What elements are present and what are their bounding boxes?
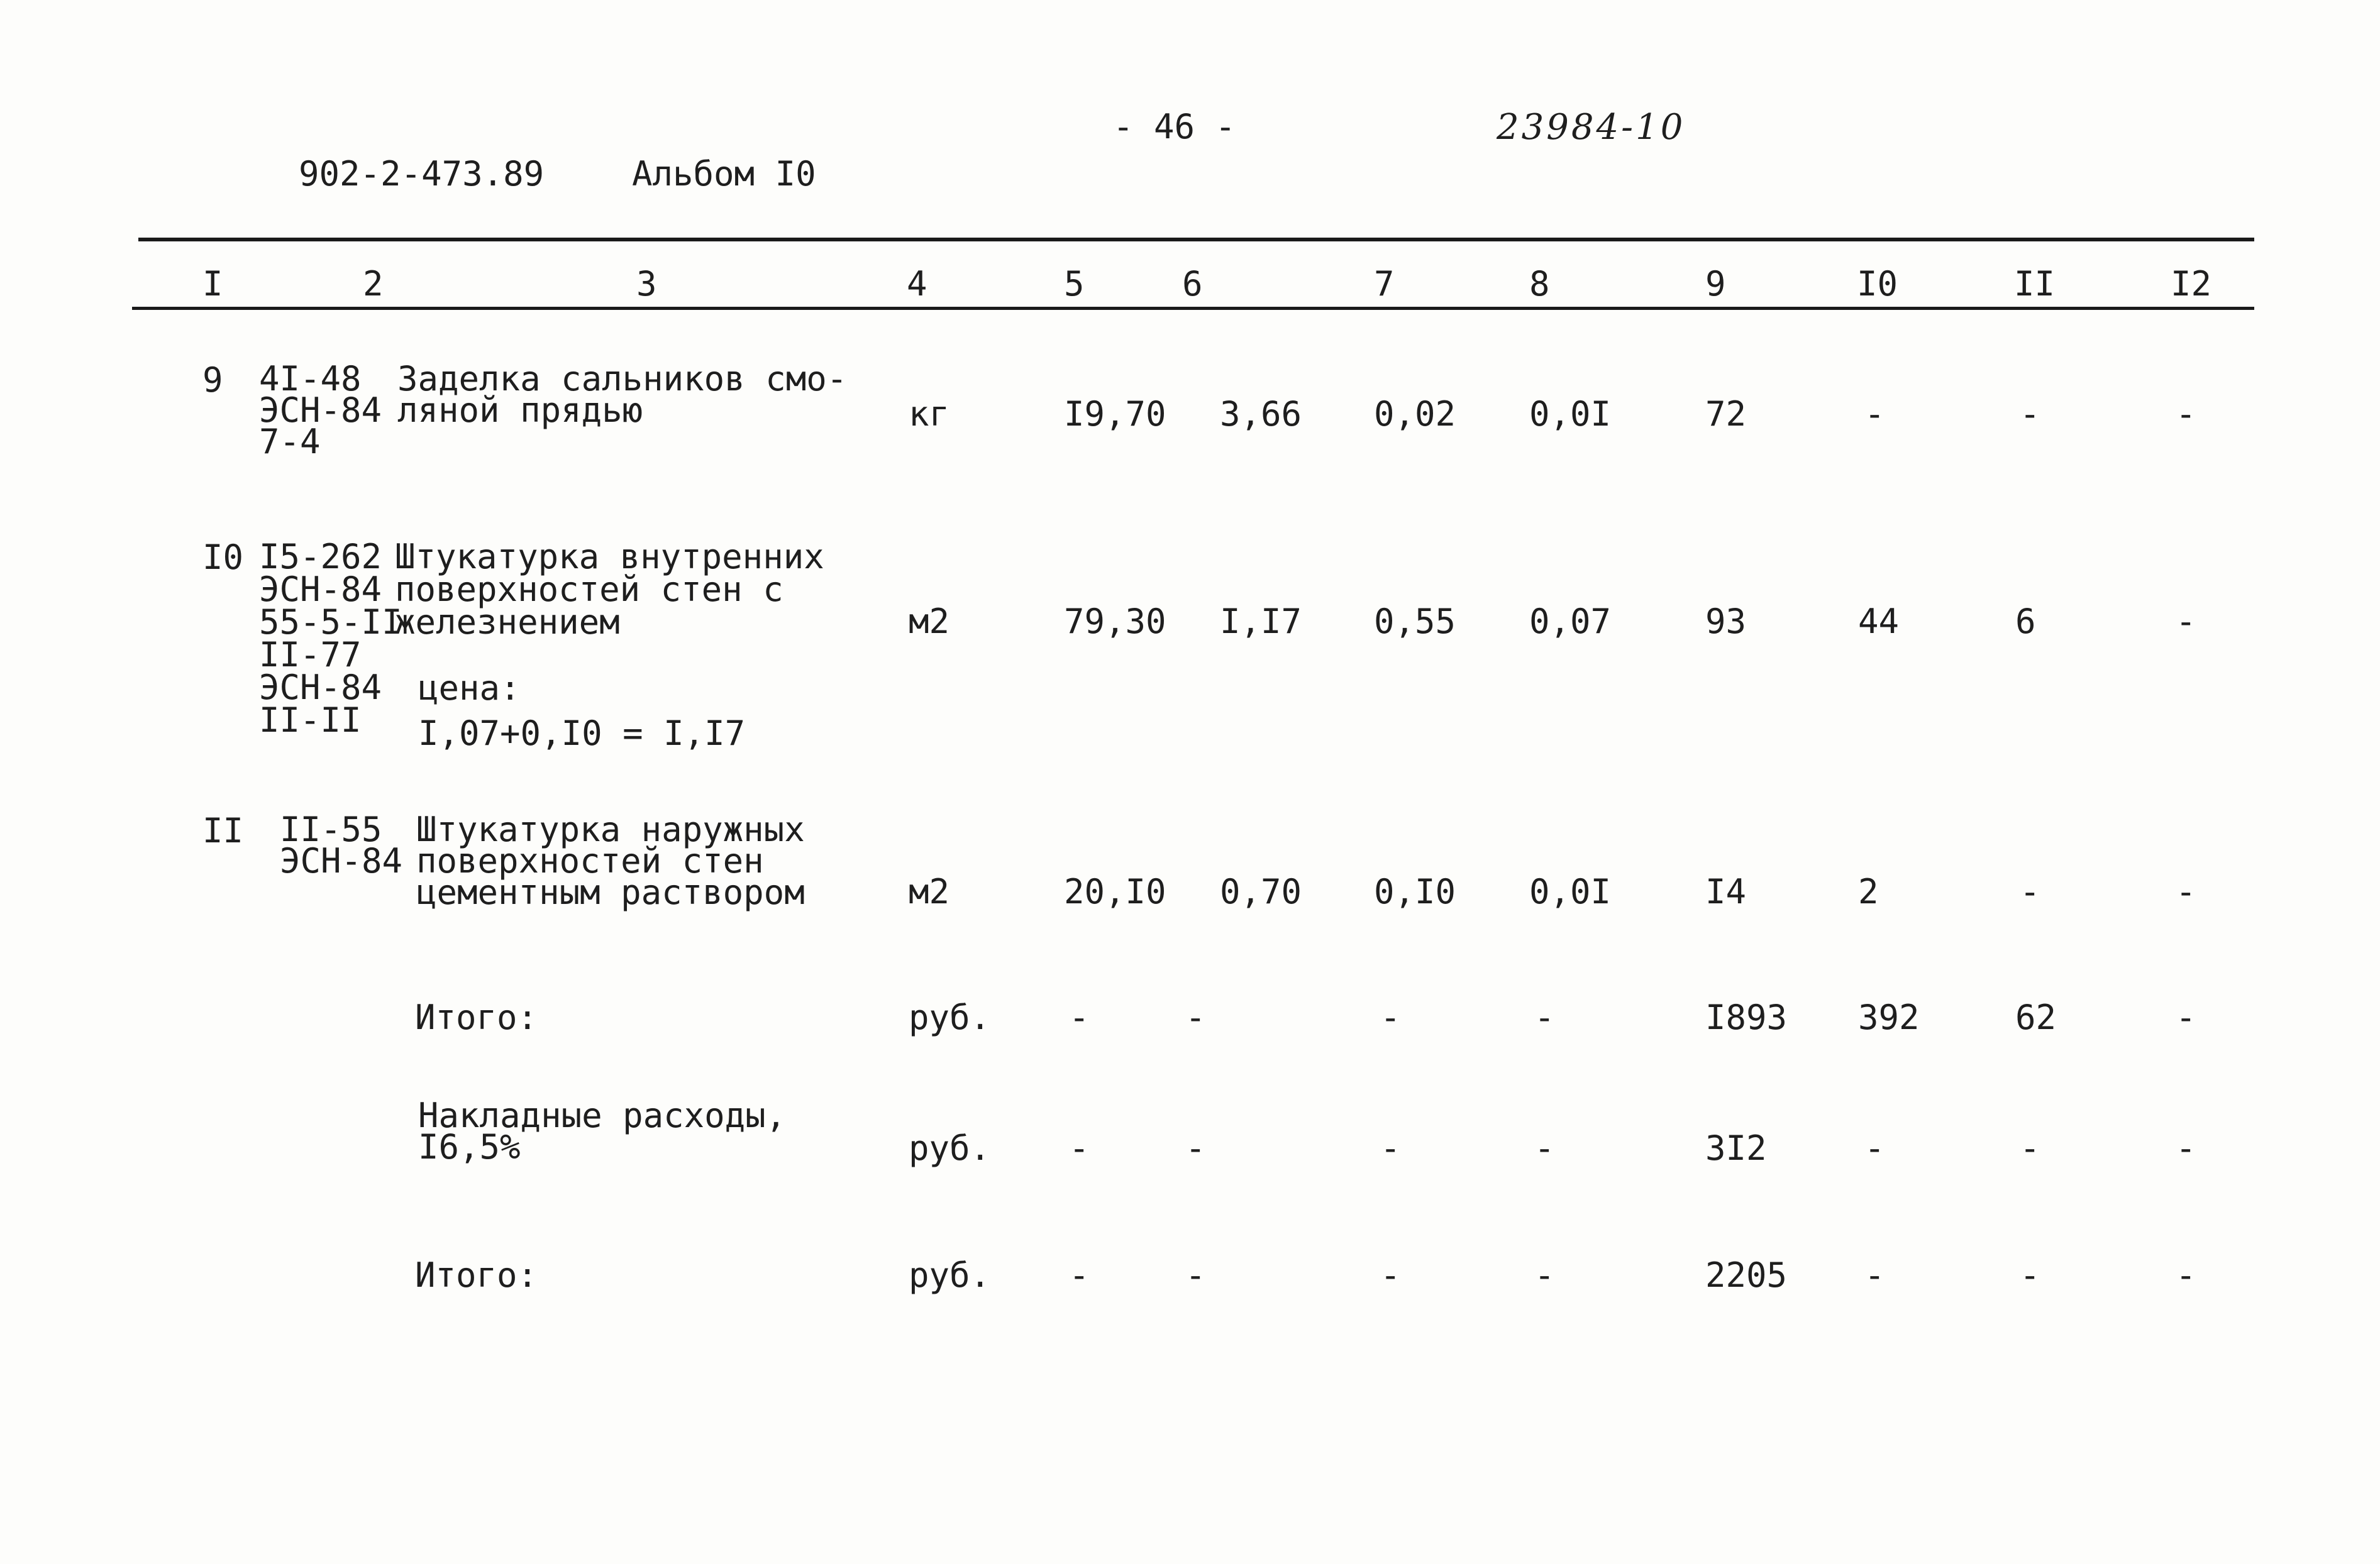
overhead-label: Накладные расходы, I6,5% xyxy=(418,1096,787,1167)
cell-col5: - xyxy=(1069,1128,1090,1168)
document-code: 902-2-473.89 xyxy=(299,154,545,194)
cell-col6: - xyxy=(1185,1255,1206,1295)
row-number: 9 xyxy=(202,360,223,400)
col-header-12: I2 xyxy=(2171,264,2212,304)
cell-col8: - xyxy=(1534,998,1555,1037)
cell-col11: - xyxy=(2020,1255,2040,1295)
price-formula: I,07+0,I0 = I,I7 xyxy=(418,713,746,753)
total-label: Итого: xyxy=(415,1255,538,1295)
unit: м2 xyxy=(909,872,950,911)
cell-col9: I893 xyxy=(1705,998,1788,1037)
cell-col10: 2 xyxy=(1858,872,1879,911)
cell-col9: I4 xyxy=(1705,872,1747,911)
unit: руб. xyxy=(909,998,991,1037)
total-label: Итого: xyxy=(415,998,538,1037)
cell-col11: 62 xyxy=(2015,998,2057,1037)
cell-col12: - xyxy=(2176,998,2196,1037)
cell-col8: 0,07 xyxy=(1529,602,1612,641)
cell-col7: 0,02 xyxy=(1374,394,1456,434)
cell-col12: - xyxy=(2176,394,2196,434)
cell-col8: 0,0I xyxy=(1529,394,1612,434)
row-number: I0 xyxy=(202,537,244,577)
rate-code: I5-262 ЭСН-84 55-5-II II-77 ЭСН-84 II-II xyxy=(259,537,402,740)
unit: руб. xyxy=(909,1255,991,1295)
col-header-11: II xyxy=(2014,264,2056,304)
cell-col10: - xyxy=(1864,394,1885,434)
cell-col11: 6 xyxy=(2015,602,2036,641)
cell-col7: 0,I0 xyxy=(1374,872,1456,911)
cell-col12: - xyxy=(2176,1255,2196,1295)
cell-col12: - xyxy=(2176,602,2196,641)
cell-col5: - xyxy=(1069,998,1090,1037)
handwritten-archive-number: 23984-10 xyxy=(1497,107,1686,148)
col-header-1: I xyxy=(202,264,223,304)
cell-col6: I,I7 xyxy=(1220,602,1302,641)
rate-code: 4I-48 ЭСН-84 7-4 xyxy=(259,359,382,461)
cell-col10: - xyxy=(1864,1255,1885,1295)
cell-col5: 20,I0 xyxy=(1064,872,1166,911)
cell-col6: - xyxy=(1185,998,1206,1037)
cell-col10: 392 xyxy=(1858,998,1920,1037)
cell-col5: - xyxy=(1069,1255,1090,1295)
col-header-5: 5 xyxy=(1064,264,1085,304)
col-header-6: 6 xyxy=(1182,264,1203,304)
cell-col6: 3,66 xyxy=(1220,394,1302,434)
cell-col12: - xyxy=(2176,1128,2196,1168)
cell-col7: - xyxy=(1380,1128,1401,1168)
work-name: Штукатурка внутренних поверхностей стен с железнением xyxy=(395,537,824,642)
unit: кг xyxy=(909,394,950,434)
cell-col8: 0,0I xyxy=(1529,872,1612,911)
col-header-2: 2 xyxy=(363,264,384,304)
cell-col8: - xyxy=(1534,1128,1555,1168)
cell-col12: - xyxy=(2176,872,2196,911)
page-number: - 46 - xyxy=(1113,107,1236,146)
work-name: Заделка сальников смо- ляной прядью xyxy=(397,359,848,430)
cell-col7: - xyxy=(1380,998,1401,1037)
cell-col7: 0,55 xyxy=(1374,602,1456,641)
row-number: II xyxy=(202,811,244,851)
cell-col10: 44 xyxy=(1858,602,1900,641)
cell-col11: - xyxy=(2020,394,2040,434)
cell-col6: 0,70 xyxy=(1220,872,1302,911)
cell-col9: 72 xyxy=(1705,394,1747,434)
col-header-10: I0 xyxy=(1857,264,1898,304)
cell-col11: - xyxy=(2020,872,2040,911)
cell-col8: - xyxy=(1534,1255,1555,1295)
work-name: Штукатурка наружных поверхностей стен цементным раствором xyxy=(416,810,805,912)
col-header-9: 9 xyxy=(1705,264,1726,304)
cell-col10: - xyxy=(1864,1128,1885,1168)
table-header-rule xyxy=(132,307,2254,310)
cell-col9: 3I2 xyxy=(1705,1128,1767,1168)
col-header-7: 7 xyxy=(1374,264,1395,304)
album-label: Альбом I0 xyxy=(632,154,816,194)
rate-code: II-55 ЭСН-84 xyxy=(280,810,403,881)
col-header-3: 3 xyxy=(636,264,657,304)
cell-col5: I9,70 xyxy=(1064,394,1166,434)
col-header-8: 8 xyxy=(1529,264,1550,304)
cell-col11: - xyxy=(2020,1128,2040,1168)
unit: руб. xyxy=(909,1128,991,1168)
price-label: цена: xyxy=(418,668,521,708)
cell-col9: 93 xyxy=(1705,602,1747,641)
col-header-4: 4 xyxy=(907,264,927,304)
table-top-rule xyxy=(138,238,2254,241)
cell-col7: - xyxy=(1380,1255,1401,1295)
cell-col6: - xyxy=(1185,1128,1206,1168)
cell-col5: 79,30 xyxy=(1064,602,1166,641)
unit: м2 xyxy=(909,602,950,641)
cell-col9: 2205 xyxy=(1705,1255,1788,1295)
